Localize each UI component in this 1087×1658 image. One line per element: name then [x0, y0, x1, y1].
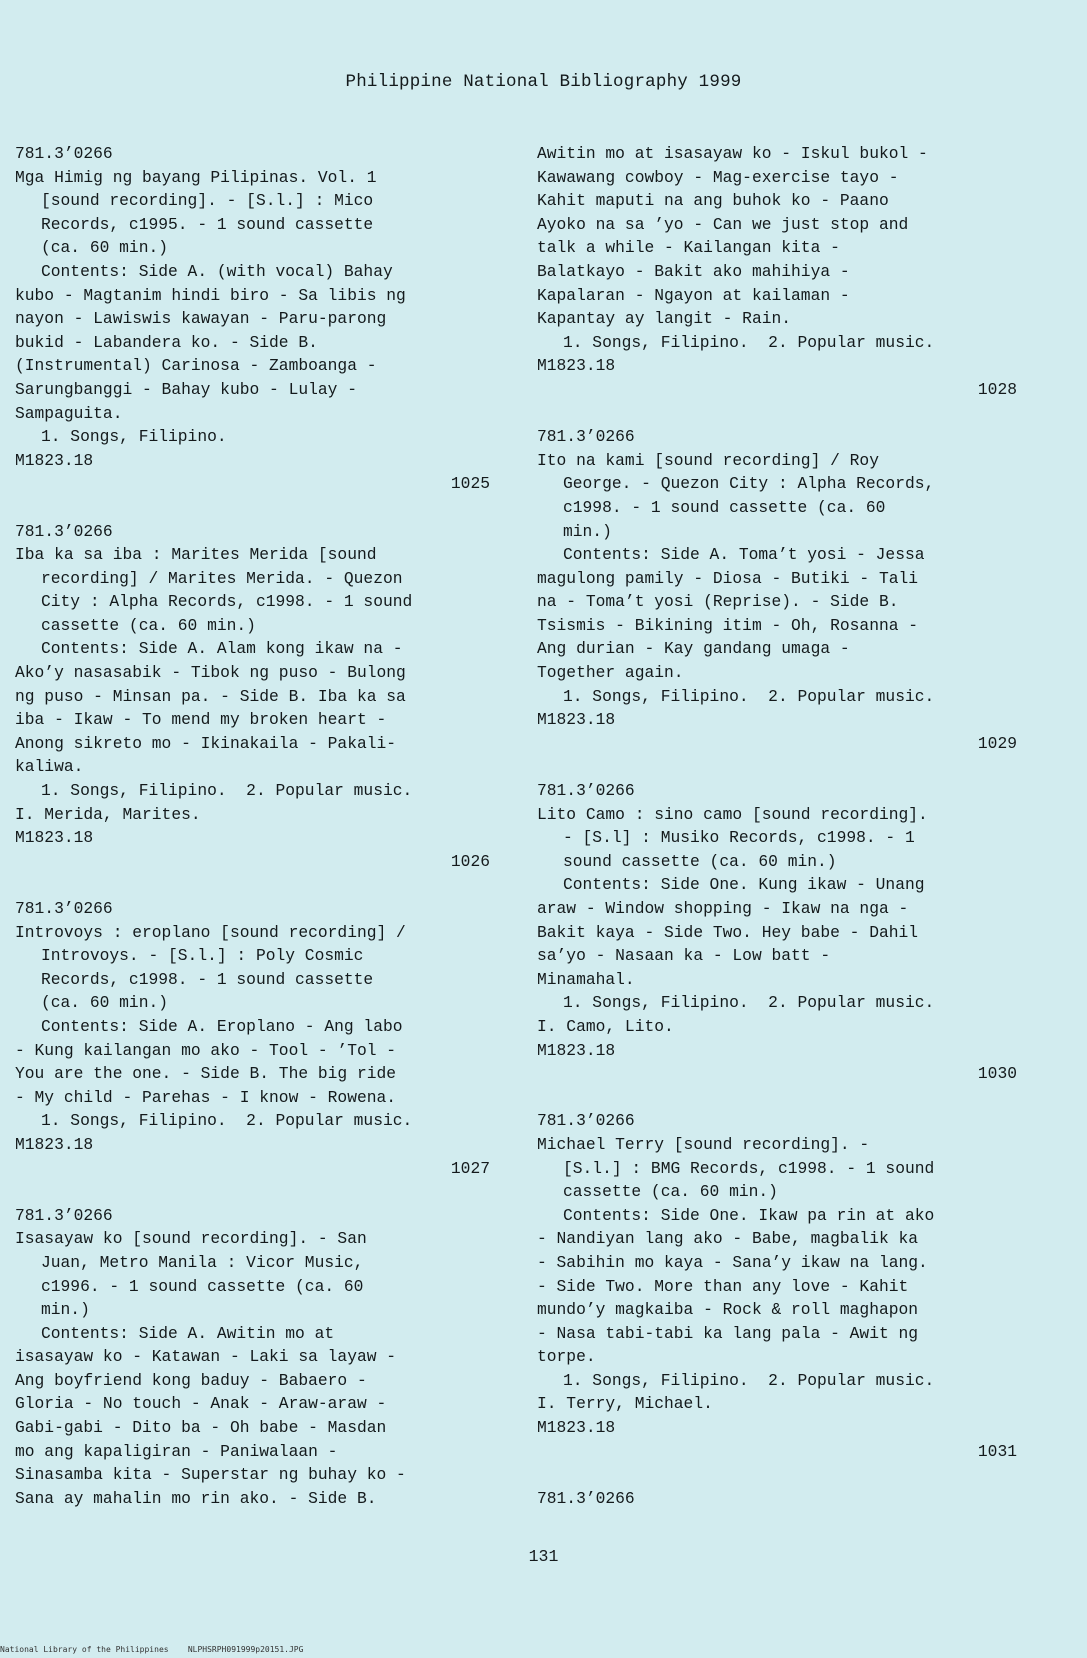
left-column — [15, 142, 490, 1510]
entry-line: Contents: Side A. (with vocal) Bahay — [41, 261, 393, 281]
entry-line: ng puso - Minsan pa. - Side B. Iba ka sa — [15, 686, 406, 706]
entry-line: Bakit kaya - Side Two. Hey babe - Dahil — [537, 922, 919, 942]
entry-line: M1823.18 — [537, 1040, 616, 1060]
entry-line: Records, c1998. - 1 sound cassette — [41, 969, 374, 989]
entry-line: Introvoys : eroplano [sound recording] / — [15, 922, 406, 942]
entry-line: Gloria - No touch - Anak - Araw-araw - — [15, 1394, 387, 1414]
entry-line: cassette (ca. 60 min.) — [563, 1182, 778, 1202]
entry-line: 1. Songs, Filipino. 2. Popular music. — [41, 1111, 413, 1131]
entry-line: mo ang kapaligiran - Paniwalaan - — [15, 1441, 338, 1461]
bibliography-entry — [15, 520, 490, 874]
entry-line: Anong sikreto mo - Ikinakaila - Pakali- — [15, 733, 397, 753]
entry-spacer — [15, 873, 490, 897]
entry-line: na - Toma’t yosi (Reprise). - Side B. — [537, 592, 899, 612]
entry-line: M1823.18 — [15, 450, 94, 470]
entry-line: Kawawang cowboy - Mag-exercise tayo - — [537, 167, 899, 187]
entry-line: Ang durian - Kay gandang umaga - — [537, 639, 850, 659]
entry-line: You are the one. - Side B. The big ride — [15, 1064, 397, 1084]
entry-line: Introvoys. - [S.l.] : Poly Cosmic — [41, 946, 364, 966]
bibliography-entry — [537, 142, 1017, 402]
entry-line: M1823.18 — [537, 1418, 616, 1438]
entry-line: Sana ay mahalin mo rin ako. - Side B. — [15, 1488, 377, 1508]
entry-line: - Sabihin mo kaya - Sana’y ikaw na lang. — [537, 1252, 928, 1272]
entry-line: Ako’y nasasabik - Tibok ng puso - Bulong — [15, 663, 406, 683]
entry-line: - My child - Parehas - I know - Rowena. — [15, 1087, 397, 1107]
entry-line: Awitin mo at isasayaw ko - Iskul bukol - — [537, 144, 928, 163]
entry-line: 781.3’0266 — [15, 144, 113, 163]
entry-line: - [S.l] : Musiko Records, c1998. - 1 — [563, 828, 915, 848]
entry-number: 1027 — [450, 1158, 490, 1178]
entry-line: c1996. - 1 sound cassette (ca. 60 — [41, 1276, 364, 1296]
entry-line: Together again. — [537, 663, 684, 683]
entry-line: 1. Songs, Filipino. 2. Popular music. — [563, 1370, 935, 1390]
entry-line: iba - Ikaw - To mend my broken heart - — [15, 710, 387, 730]
entry-line: Contents: Side One. Kung ikaw - Unang — [563, 875, 925, 895]
entry-line: M1823.18 — [15, 1134, 94, 1154]
bibliography-entry — [15, 1204, 490, 1511]
entry-line: talk a while - Kailangan kita - — [537, 238, 840, 258]
page-header-title: Philippine National Bibliography 1999 — [345, 72, 742, 92]
entry-number: 1028 — [977, 379, 1017, 399]
entry-line: 781.3’0266 — [15, 1205, 113, 1225]
page-number: 131 — [528, 1547, 559, 1566]
entry-line: cassette (ca. 60 min.) — [41, 615, 256, 635]
entry-line: M1823.18 — [15, 828, 94, 848]
bibliography-entry — [15, 897, 490, 1180]
entry-line: kubo - Magtanim hindi biro - Sa libis ng — [15, 285, 406, 305]
entry-line: Records, c1995. - 1 sound cassette — [41, 214, 374, 234]
entry-line: Contents: Side A. Toma’t yosi - Jessa — [563, 545, 925, 565]
bibliography-entry — [537, 425, 1017, 755]
scan-footer: National Library of the Philippines NLPHSRPH091999p20151.JPG — [0, 1645, 304, 1654]
entry-line: Minamahal. — [537, 969, 635, 989]
entry-number: 1029 — [977, 733, 1017, 753]
entry-line: 1. Songs, Filipino. — [41, 427, 227, 447]
entry-line: I. Camo, Lito. — [537, 1016, 674, 1036]
entry-line: Sarungbanggi - Bahay kubo - Lulay - — [15, 379, 357, 399]
entry-line: 1. Songs, Filipino. 2. Popular music. — [563, 686, 935, 706]
bibliography-entry — [537, 779, 1017, 1086]
entry-line: nayon - Lawiswis kawayan - Paru-parong — [15, 309, 387, 329]
entry-line: araw - Window shopping - Ikaw na nga - — [537, 899, 909, 918]
entry-line: Contents: Side A. Alam kong ikaw na - — [41, 639, 403, 659]
bibliography-entry — [537, 1109, 1017, 1463]
entry-spacer — [537, 402, 1017, 426]
entry-line: Ito na kami [sound recording] / Roy — [537, 450, 879, 470]
entry-line: Balatkayo - Bakit ako mahihiya - — [537, 261, 850, 281]
entry-line: - Nasa tabi-tabi ka lang pala - Awit ng — [537, 1323, 919, 1343]
entry-line: George. - Quezon City : Alpha Records, — [563, 474, 935, 494]
entry-line: min.) — [41, 1300, 90, 1320]
entry-line: Lito Camo : sino camo [sound recording]. — [537, 804, 928, 824]
entry-line: bukid - Labandera ko. - Side B. — [15, 332, 318, 352]
entry-line: [S.l.] : BMG Records, c1998. - 1 sound — [563, 1158, 935, 1178]
entry-line: Kahit maputi na ang buhok ko - Paano — [537, 191, 889, 211]
entry-line: Sinasamba kita - Superstar ng buhay ko - — [15, 1465, 406, 1485]
right-column — [537, 142, 1017, 1510]
entry-line: (ca. 60 min.) — [41, 993, 169, 1013]
entry-line: Kapalaran - Ngayon at kailaman - — [537, 285, 850, 305]
entry-line: City : Alpha Records, c1998. - 1 sound — [41, 592, 413, 612]
entry-number: 1030 — [977, 1064, 1017, 1084]
entry-line: Mga Himig ng bayang Pilipinas. Vol. 1 — [15, 167, 377, 187]
entry-line: Contents: Side A. Awitin mo at — [41, 1323, 335, 1343]
entry-number: 1026 — [450, 851, 490, 871]
entry-line: Sampaguita. — [15, 403, 123, 423]
entry-line: 1. Songs, Filipino. 2. Popular music. — [563, 332, 935, 352]
entry-line: Isasayaw ko [sound recording]. - San — [15, 1229, 367, 1249]
entry-line: (Instrumental) Carinosa - Zamboanga - — [15, 356, 377, 376]
entry-spacer — [537, 1086, 1017, 1110]
bibliography-entry — [15, 142, 490, 496]
entry-line: sound cassette (ca. 60 min.) — [563, 851, 837, 871]
entry-line: isasayaw ko - Katawan - Laki sa layaw - — [15, 1347, 397, 1367]
entry-line: 781.3’0266 — [537, 427, 635, 447]
entry-line: torpe. — [537, 1347, 596, 1367]
entry-line: 781.3’0266 — [15, 899, 113, 918]
entry-line: 781.3’0266 — [537, 1111, 635, 1131]
entry-line: I. Merida, Marites. — [15, 804, 201, 824]
entry-spacer — [15, 1180, 490, 1204]
entry-line: Gabi-gabi - Dito ba - Oh babe - Masdan — [15, 1418, 387, 1438]
entry-line: - Kung kailangan mo ako - Tool - ’Tol - — [15, 1040, 397, 1060]
entry-line: Kapantay ay langit - Rain. — [537, 309, 792, 329]
entry-line: 781.3’0266 — [537, 781, 635, 801]
entry-spacer — [15, 496, 490, 520]
entry-line: M1823.18 — [537, 710, 616, 730]
entry-line: kaliwa. — [15, 757, 84, 777]
entry-line: 1. Songs, Filipino. 2. Popular music. — [41, 781, 413, 801]
entry-line: (ca. 60 min.) — [41, 238, 169, 258]
entry-line: min.) — [563, 521, 612, 541]
entry-line: M1823.18 — [537, 356, 616, 376]
entry-line: mundo’y magkaiba - Rock & roll maghapon — [537, 1300, 919, 1320]
entry-line: Tsismis - Bikining itim - Oh, Rosanna - — [537, 615, 919, 635]
entry-line: Ang boyfriend kong baduy - Babaero - — [15, 1370, 367, 1390]
entry-line: 1. Songs, Filipino. 2. Popular music. — [563, 993, 935, 1013]
entry-line: 781.3’0266 — [15, 521, 113, 541]
entry-line: 781.3’0266 — [537, 1488, 635, 1508]
entry-line: Michael Terry [sound recording]. - — [537, 1134, 870, 1154]
entry-line: Contents: Side A. Eroplano - Ang labo — [41, 1016, 403, 1036]
entry-line: Contents: Side One. Ikaw pa rin at ako — [563, 1205, 935, 1225]
entry-line: Juan, Metro Manila : Vicor Music, — [41, 1252, 364, 1272]
entry-line: [sound recording]. - [S.l.] : Mico — [41, 191, 374, 211]
entry-line: recording] / Marites Merida. - Quezon — [41, 568, 403, 588]
entry-line: Ayoko na sa ’yo - Can we just stop and — [537, 214, 909, 234]
entry-line: magulong pamily - Diosa - Butiki - Tali — [537, 568, 919, 588]
entry-number: 1025 — [450, 474, 490, 494]
entry-line: c1998. - 1 sound cassette (ca. 60 — [563, 497, 886, 517]
entry-line: - Nandiyan lang ako - Babe, magbalik ka — [537, 1229, 919, 1249]
entry-number: 1031 — [977, 1441, 1017, 1461]
entry-line: - Side Two. More than any love - Kahit — [537, 1276, 909, 1296]
entry-line: I. Terry, Michael. — [537, 1394, 713, 1414]
entry-line: sa’yo - Nasaan ka - Low batt - — [537, 946, 831, 966]
entry-spacer — [537, 1463, 1017, 1487]
bibliography-entry — [537, 1487, 1017, 1511]
entry-spacer — [537, 755, 1017, 779]
entry-line: Iba ka sa iba : Marites Merida [sound — [15, 545, 377, 565]
